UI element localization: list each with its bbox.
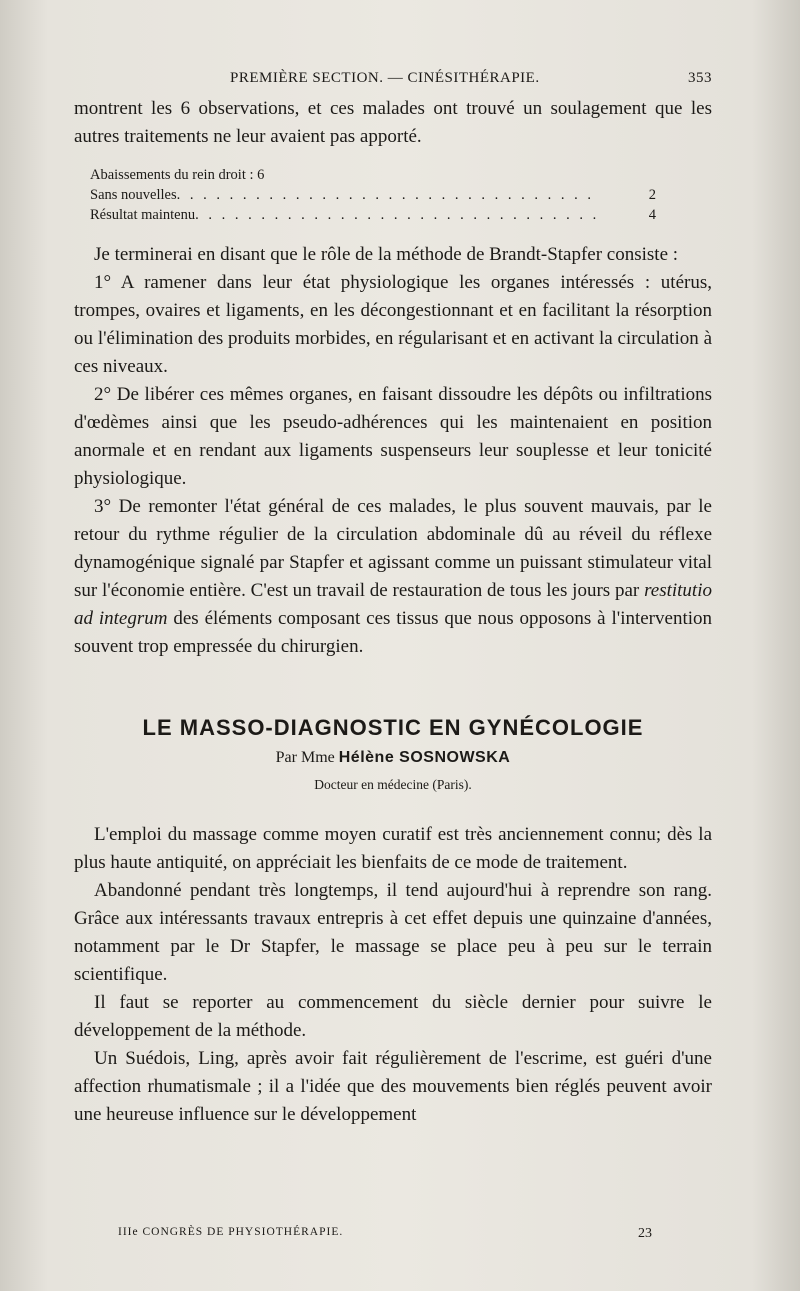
stats-row-label: Sans nouvelles [90, 187, 177, 203]
article-paragraph-2: Abandonné pendant très longtemps, il tend aujourd'hui à reprendre son rang. Grâce aux intéressants travaux entrepris à cet effet depuis une quinzaine d'années, notamment par le Dr Stapfer, le massage se place peu à peu sur le terrain scientifique. [74, 880, 712, 985]
kidney-stats [90, 165, 712, 225]
stats-row-label: Résultat maintenu [90, 207, 196, 223]
running-header-title: PREMIÈRE SECTION. — CINÉSITHÉRAPIE. [230, 70, 540, 86]
article-paragraph-3: Il faut se reporter au commencement du siècle dernier pour suivre le développement de la méthode. [74, 992, 712, 1041]
leader-dots [195, 205, 596, 225]
stats-row-value: 4 [648, 207, 656, 223]
article-paragraph-4: Un Suédois, Ling, après avoir fait régulièrement de l'escrime, est guéri d'une affection rhumatismale ; il a l'idée que des mouvements bien réglés peuvent avoir une heureuse influence sur le développement [74, 1048, 712, 1125]
conclusion-item-3 [74, 493, 712, 661]
conclusion-item-1: 1° A ramener dans leur état physiologique les organes intéressés : utérus, trompes, ovaires et ligaments, en les décongestionnant et en facilitant la résorption ou l'élimination des produits morbides, en régularisant et en activant la circulation à ces niveaux. [74, 272, 712, 377]
stats-row-value: 2 [648, 187, 656, 203]
article-title: LE MASSO-DIAGNOSTIC EN GYNÉCOLOGIE [142, 715, 644, 740]
page-footer [118, 1226, 652, 1242]
footer-congress: IIIe CONGRÈS DE PHYSIOTHÉRAPIE. [118, 1226, 344, 1238]
stats-row-maintained [90, 205, 712, 225]
article-author [74, 749, 712, 767]
conclusion-lead: Je terminerai en disant que le rôle de la méthode de Brandt-Stapfer consiste : [94, 244, 679, 265]
item3-text-before: 3° De remonter l'état général de ces malades, le plus souvent mauvais, par le retour du rythme régulier de la circulation abdominale dû au réveil du réflexe dynamogénique signalé par Stapfer et agissant comme un puissant stimulateur vital sur l'économie entière. C'est un travail de restauration de tous les jours par [74, 496, 712, 601]
latin-phrase: restitutio ad integrum [74, 580, 712, 629]
author-prefix: Par Mme [275, 749, 335, 766]
item3-text-after: des éléments composant ces tissus que nous opposons à l'intervention souvent trop empressée du chirurgien. [74, 608, 712, 657]
stats-row-no-news [90, 185, 712, 205]
intro-paragraph: montrent les 6 observations, et ces malades ont trouvé un soulagement que les autres traitements ne leur avaient pas apporté. [74, 98, 712, 147]
article-paragraph-1: L'emploi du massage comme moyen curatif est très anciennement connu; dès la plus haute antiquité, on appréciait les bienfaits de ce mode de traitement. [74, 824, 712, 873]
page-number: 353 [688, 70, 712, 86]
stats-heading: Abaissements du rein droit : 6 [90, 167, 265, 183]
author-name: Hélène SOSNOWSKA [338, 749, 511, 766]
signature-mark: 23 [638, 1226, 652, 1241]
author-affiliation: Docteur en médecine (Paris). [314, 777, 472, 792]
conclusion-item-2: 2° De libérer ces mêmes organes, en faisant dissoudre les dépôts ou infiltrations d'œdèmes ainsi que les pseudo-adhérences qui les maintenaient en position anormale et en rendant aux ligaments suspenseurs leur souplesse et leur tonicité physiologique. [74, 384, 712, 489]
running-header [74, 70, 712, 87]
leader-dots [177, 185, 596, 205]
